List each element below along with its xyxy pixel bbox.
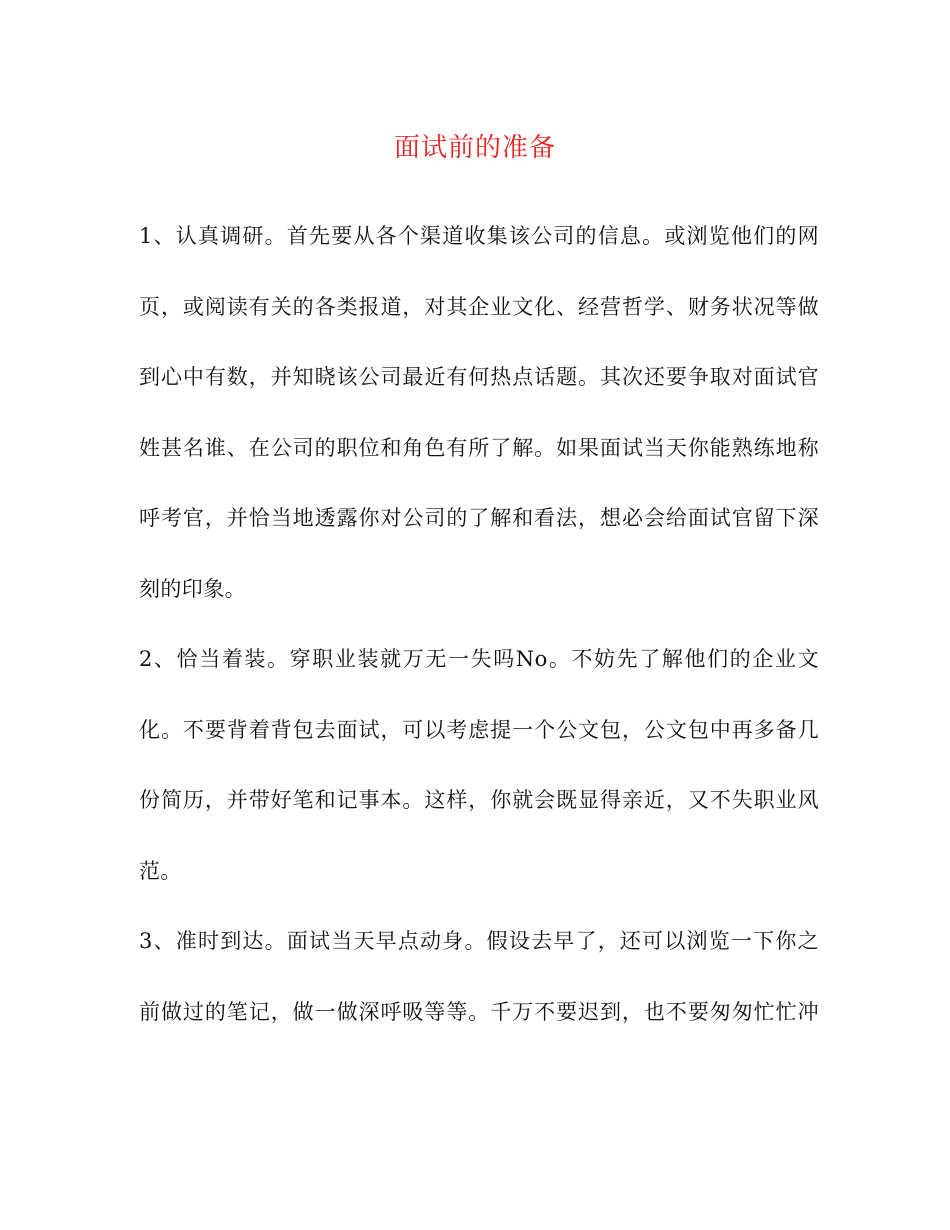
page-title: 面试前的准备 (393, 133, 556, 163)
text-line-10: 范。 (139, 858, 182, 883)
text-line-11: 3、准时到达。面试当天早点动身。假设去早了，还可以浏览一下你之 (139, 929, 819, 953)
text-line-1: 1、认真调研。首先要从各个渠道收集该公司的信息。或浏览他们的网 (139, 224, 819, 248)
text-line-6: 刻的印象。 (139, 576, 246, 601)
text-line-4: 姓甚名谁、在公司的职位和角色有所了解。如果面试当天你能熟练地称 (139, 435, 819, 460)
text-line-7: 2、恰当着装。穿职业装就万无一失吗No。不妨先了解他们的企业文 (139, 647, 819, 671)
text-line-12: 前做过的笔记，做一做深呼吸等等。千万不要迟到，也不要匆匆忙忙冲 (139, 999, 819, 1024)
text-line-8: 化。不要背着背包去面试，可以考虑提一个公文包，公文包中再多备几 (139, 717, 819, 742)
text-line-5: 呼考官，并恰当地透露你对公司的了解和看法，想必会给面试官留下深 (139, 506, 819, 530)
text-line-3: 到心中有数，并知晓该公司最近有何热点话题。其次还要争取对面试官 (139, 365, 819, 389)
document-body (139, 214, 819, 1060)
text-line-9: 份简历，并带好笔和记事本。这样，你就会既显得亲近，又不失职业风 (139, 788, 819, 812)
text-line-2: 页，或阅读有关的各类报道，对其企业文化、经营哲学、财务状况等做 (139, 294, 819, 319)
